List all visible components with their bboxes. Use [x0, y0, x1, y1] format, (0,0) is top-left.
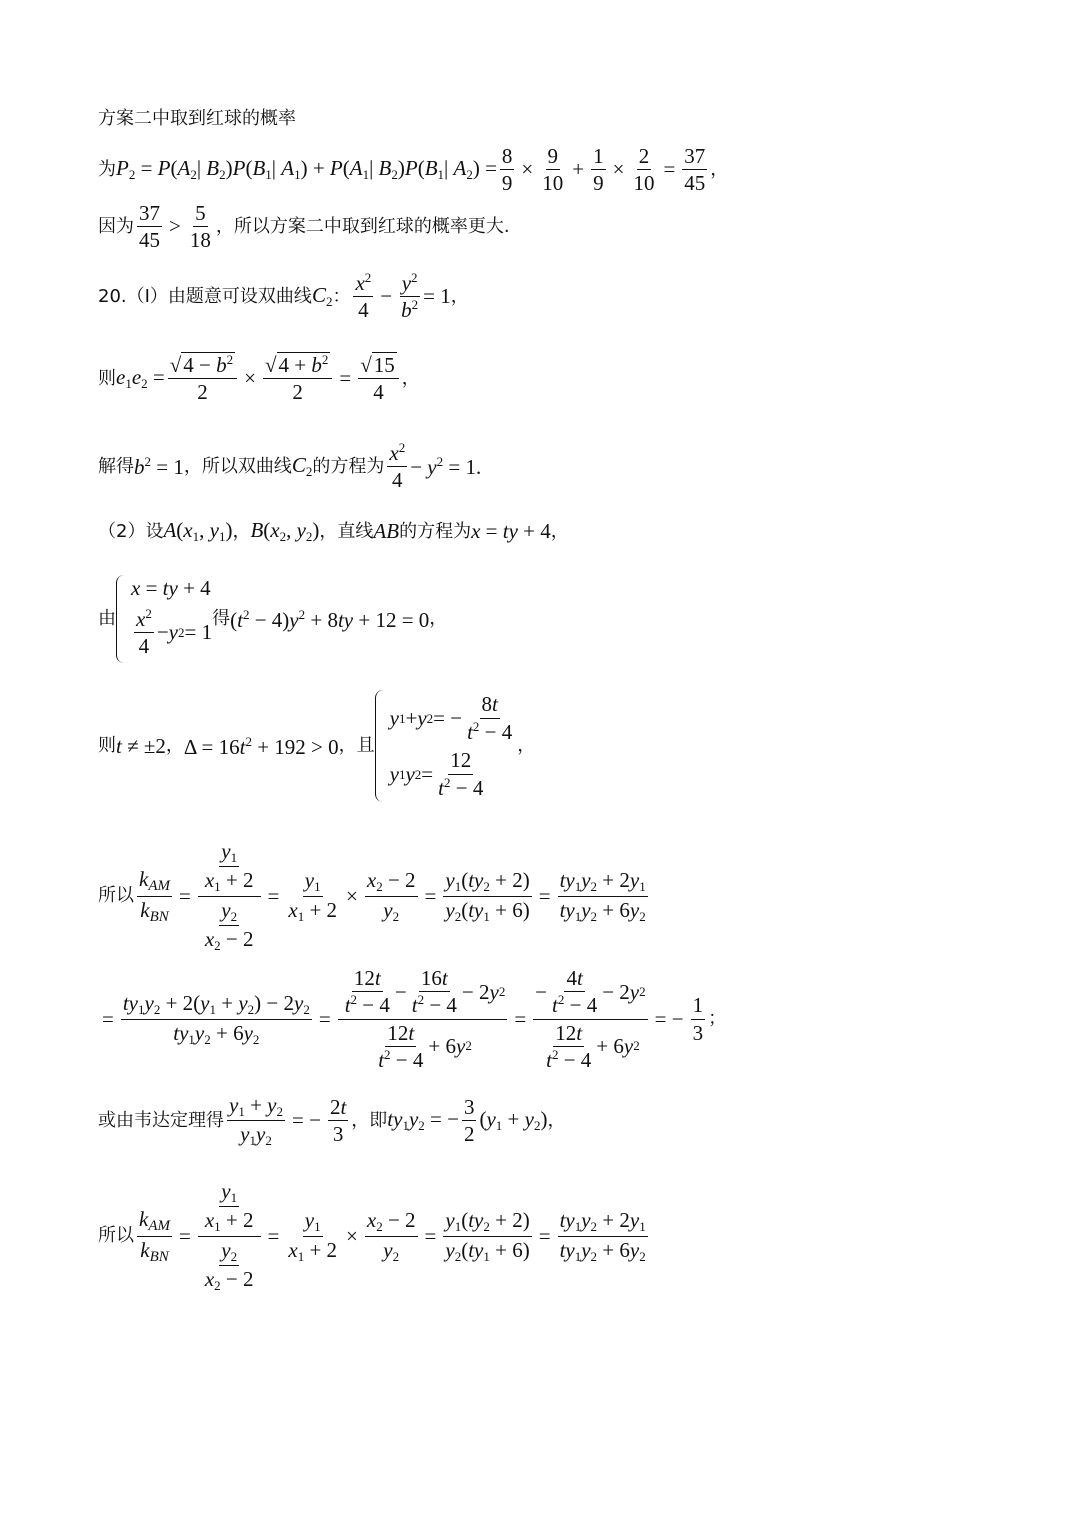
- formula-system: 由 x = ty + 4 $\frac{x^2}{4}$ − y 2 = 1 得 $(t^2 - 4)y^2 + 8ty + 12 = 0$ ，: [98, 575, 447, 663]
- formula-discriminant: 则 t ≠ ±2 ， $\Delta = 16t^2 + 192 > 0$ ，且 y 1 + y 2 = − $\frac{8t}{t^2 - 4}$ y 1 y 2 = $\frac{12}{t^2 - 4}$ ，: [98, 690, 535, 802]
- formula-solve-b: 解得 $b^2 = 1$ ，所以双曲线 $C_2$ 的方程为 $\frac{x^2}{4}$ − $y^2 = 1$.: [98, 440, 482, 493]
- text-plan-two: 方案二中取到红球的概率: [98, 108, 296, 129]
- formula-slope-ratio-1: 所以 $\frac{k_{AM}}{k_{BN}}$ = $\frac{\frac{y_1}{x_1 + 2}}{\frac{y_2}{x_2 - 2}}$ = $\frac{y_1}{x_1 + 2}$ × $\frac{x_2 - 2}{y_2}$ = $\frac{y_1(ty_2 + 2)}{y_2(ty_1 + 6)}$ = $\frac{ty_1y_2 + 2y_1}{ty_1y_2 + 6y_2}$: [98, 839, 646, 953]
- formula-slope-ratio-result: = $\frac{ty_1y_2 + 2(y_1 + y_2) - 2y_2}{ty_1y_2 + 6y_2}$ = $\frac{12t}{t^2 - 4}$ − $\frac{16t}{t^2 - 4}$ − 2 y 2 $\frac{12t}{t^2 - 4}$ + 6 y 2 = − $\frac{4t}{t^2 - 4}$ − 2 y 2 $\frac{12t}{t^2 - 4}$ + 6 y 2 = − $\frac{1}{3}$ ；: [102, 966, 727, 1072]
- text-line-1: [98, 110, 296, 128]
- problem-20-part2: （2）设 $A(x_1$, $y_1$) ， $B(x_2$, $y_2$) ，直线 AB 的方程为 x = ty + 4 ，: [98, 518, 569, 544]
- problem-20-part1: 20.（Ⅰ）由题意可设双曲线 $C_2$ ： $\frac{x^2}{4}$ − $\frac{y^2}{b^2}$ = 1 ，: [98, 270, 469, 323]
- formula-eccentricity: 则 $e_1e_2$ = $\frac{√4 - b^2}{2}$ × $\frac{√4 + b^2}{2}$ = $\frac{√15}{4}$ ，: [98, 352, 420, 405]
- formula-slope-ratio-2: 所以 $\frac{k_{AM}}{k_{BN}}$ = $\frac{\frac{y_1}{x_1 + 2}}{\frac{y_2}{x_2 - 2}}$ = $\frac{y_1}{x_1 + 2}$ × $\frac{x_2 - 2}{y_2}$ = $\frac{y_1(ty_2 + 2)}{y_2(ty_1 + 6)}$ = $\frac{ty_1y_2 + 2y_1}{ty_1y_2 + 6y_2}$: [98, 1179, 646, 1293]
- formula-vieta: 或由韦达定理得 $\frac{y_1 + y_2}{y_1y_2}$ = − $\frac{2t}{3}$ ，即 $ty_1y_2$ = − $\frac{3}{2}$ $(y_1 + y_2)$ ，: [98, 1093, 566, 1149]
- formula-compare: 因为 $\frac{37}{45}$ > $\frac{5}{18}$ ，所以方案二中取到红球的概率更大.: [98, 201, 510, 253]
- formula-p2: 为 $P_2 = P(A_2|$ $B_2)P(B_1|$ $A_1) + P(A_1|$ $B_2)P(B_1|$ $A_2$) = $\frac{8}{9}$ × $\frac{9}{10}$ + $\frac{1}{9}$ × $\frac{2}{10}$ = $\frac{37}{45}$ ，: [98, 144, 729, 196]
